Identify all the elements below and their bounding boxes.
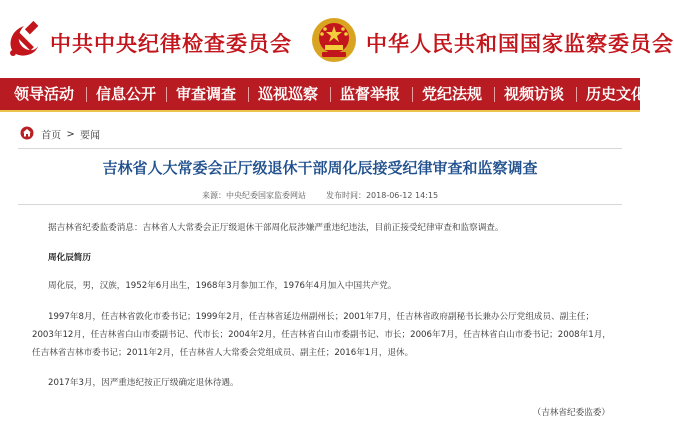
breadcrumb [20,126,100,144]
article-meta [0,190,640,201]
article-title: 吉林省人大常委会正厅级退休干部周化辰接受纪律审查和监察调查 [102,159,538,177]
nav-item-regulations[interactable]: 党纪法规 [422,85,483,103]
divider [18,148,622,149]
article-time: 2018-06-12 14:15 [365,191,439,200]
career-line: 2003年12月，任吉林省白山市委副书记、代市长；2004年2月，任吉林省白山市委副书记、市长；2006年7月，任吉林省白山市委书记；2008年1月， [32,330,611,340]
nav-divider [494,87,495,102]
party-emblem-icon [4,20,44,60]
retire-note: 2017年3月，因严重违纪按正厅级确定退休待遇。 [48,378,239,388]
bio-intro: 周化辰，男，汉族，1952年6月出生，1968年3月参加工作，1976年4月加入中国共产党。 [48,281,397,291]
nav-divider [86,87,87,102]
nsc-title[interactable]: 中华人民共和国国家监察委员会 [366,31,674,56]
article-signature: （吉林省纪委监委） [532,408,610,418]
cpc-ccdi-title[interactable]: 中共中央纪律检查委员会 [50,31,292,56]
national-emblem-icon [310,16,358,64]
nav-item-history[interactable]: 历史文化 [586,85,647,103]
breadcrumb-section-link[interactable]: 要闻 [79,130,100,142]
nav-divider [248,87,249,102]
nav-divider [412,87,413,102]
breadcrumb-home-link[interactable]: 首页 [41,130,62,142]
nav-item-investigation[interactable]: 审查调查 [176,85,237,103]
time-label: 发布时间： [325,191,366,200]
main-nav [0,78,647,112]
nav-item-report[interactable]: 监督举报 [340,85,401,103]
breadcrumb-separator: > [66,128,75,140]
career-line: 1997年8月，任吉林省敦化市委书记；1999年2月，任吉林省延边州副州长；2001年7月，任吉林省政府副秘书长兼办公厅党组成员、副主任； [48,312,595,322]
site-header [0,0,674,78]
nav-divider [166,87,167,102]
nav-item-disclosure[interactable]: 信息公开 [96,85,157,103]
nav-divider [576,87,577,102]
nav-divider [330,87,331,102]
home-icon [20,126,34,140]
nav-item-inspection[interactable]: 巡视巡察 [258,85,319,103]
nav-item-video[interactable]: 视频访谈 [504,85,565,103]
article-lead: 据吉林省纪委监委消息：吉林省人大常委会正厅级退休干部周化辰涉嫌严重违纪违法，目前正接受纪律审查和监察调查。 [48,223,504,233]
divider [18,204,622,205]
bio-heading: 周化辰简历 [48,253,91,263]
source-label: 来源： [201,191,226,200]
career-line: 任吉林省吉林市委书记；2011年2月，任吉林省人大常委会党组成员、副主任；2016年1月，退休。 [32,348,414,358]
nav-item-leadership[interactable]: 领导活动 [14,85,75,103]
article-source: 中央纪委国家监委网站 [225,191,306,200]
